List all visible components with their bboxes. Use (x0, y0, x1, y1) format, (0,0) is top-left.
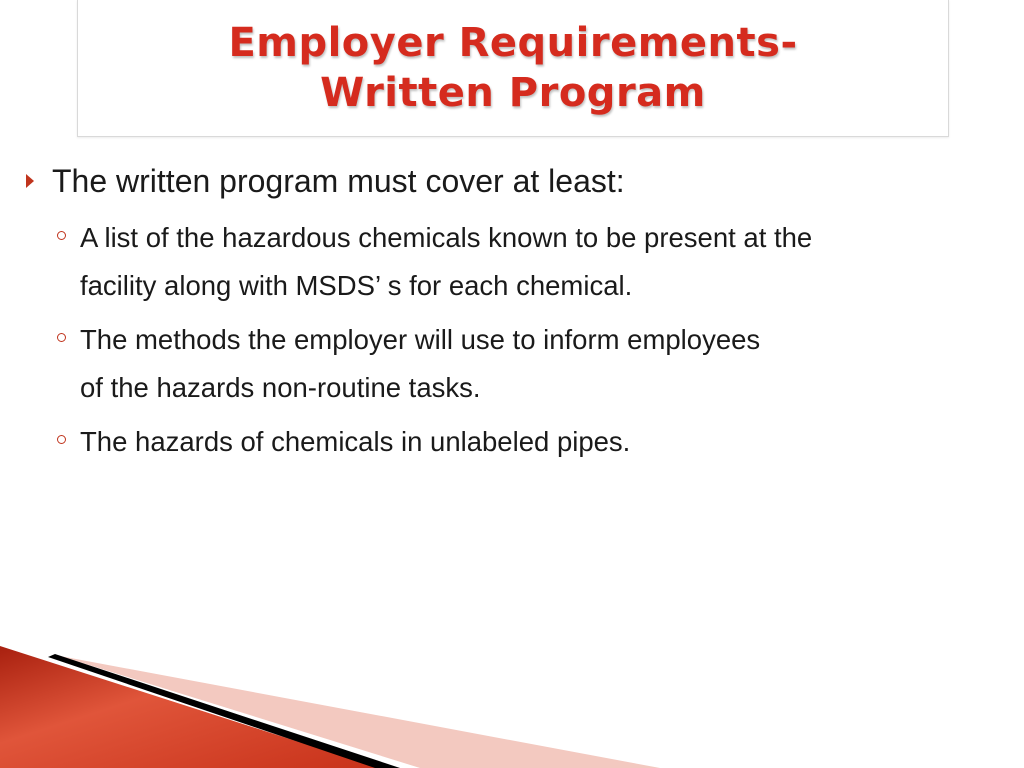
bullet-main-text: The written program must cover at least: (52, 163, 625, 199)
slide-title-box (77, 0, 949, 137)
sub-bullet-text-1 (80, 214, 812, 310)
sub-bullet-item-3 (57, 418, 1012, 466)
sub-bullet-2-line-2: of the hazards non-routine tasks. (80, 372, 481, 403)
sub-bullet-3-line-1: The hazards of chemicals in unlabeled pipes. (80, 426, 631, 457)
triangle-right-icon (26, 174, 34, 188)
slide-title-line-2: Written Program (320, 70, 706, 116)
hollow-circle-icon (57, 231, 66, 240)
sub-bullet-1-line-1: A list of the hazardous chemicals known to be present at the (80, 222, 813, 253)
sub-bullet-text-3 (80, 418, 630, 466)
hollow-circle-icon (57, 333, 66, 342)
bullet-list (22, 160, 1012, 472)
slide-title-line-1: Employer Requirements- (228, 20, 798, 66)
sub-bullet-item-1 (57, 214, 1012, 310)
hollow-circle-icon (57, 435, 66, 444)
bullet-item-main (22, 160, 1012, 202)
sub-bullet-text-2 (80, 316, 760, 412)
sub-bullet-1-line-2: facility along with MSDS’ s for each chemical. (80, 270, 633, 301)
decorative-swoosh (0, 638, 1024, 768)
sub-bullet-item-2 (57, 316, 1012, 412)
sub-bullet-2-line-1: The methods the employer will use to inform employees (80, 324, 761, 355)
